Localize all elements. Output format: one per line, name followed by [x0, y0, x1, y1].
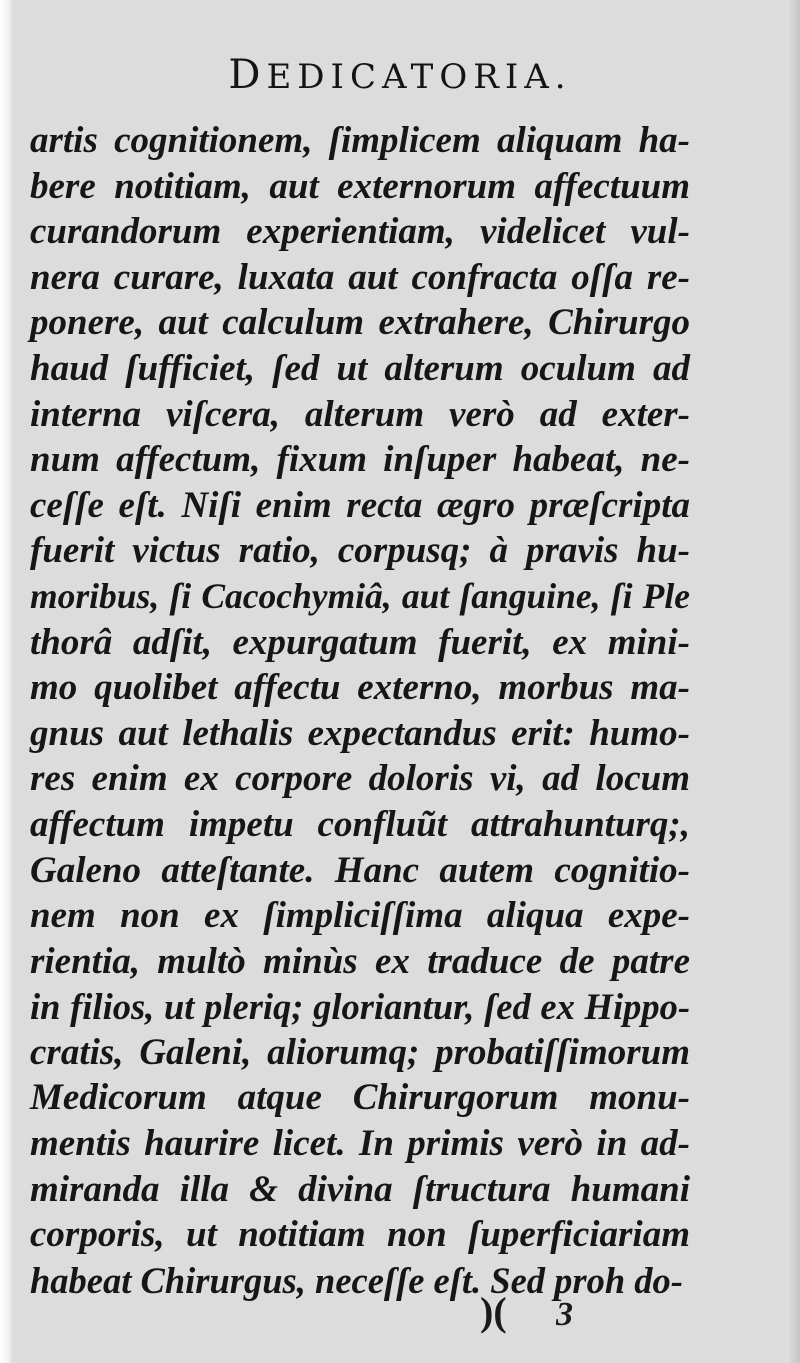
text-line: cratis, Galeni, aliorumq; probatiſſimorum: [30, 1031, 690, 1073]
text-line: artis cognitionem, ſimplicem aliquam ha-: [30, 120, 690, 161]
text-line: miranda illa & divina ſtructura humani: [30, 1168, 690, 1210]
text-line: habeat Chirurgus, neceſſe eſt. Sed proh do-: [30, 1259, 683, 1301]
text-line: rientia, multò minùs ex traduce de patre: [30, 940, 690, 982]
text-line: nera curare, luxata aut confracta oſſa re-: [30, 256, 690, 298]
text-line: ceſſe eſt. Niſi enim recta ægro præſcripta: [30, 484, 690, 526]
signature-mark: )(: [480, 1289, 507, 1334]
text-line: thorâ adſit, expurgatum fuerit, ex mini-: [30, 621, 690, 663]
body-text: [30, 118, 690, 1303]
text-line: mentis haurire licet. In primis verò in ad-: [30, 1123, 690, 1165]
text-line: interna viſcera, alterum verò ad exter-: [30, 393, 690, 435]
text-line: fuerit victus ratio, corpusq; à pravis hu-: [30, 530, 690, 572]
text-line: bere notitiam, aut externorum affectuum: [30, 165, 690, 207]
text-line: ponere, aut calculum extrahere, Chirurgo: [30, 302, 690, 344]
header-initial: D: [228, 52, 267, 98]
text-line: mo quolibet affectu externo, morbus ma-: [30, 667, 690, 709]
text-line: curandorum experientiam, videlicet vul-: [30, 211, 690, 253]
running-header: [0, 52, 800, 98]
text-line: nem non ex ſimpliciſſima aliqua expe-: [30, 895, 690, 937]
text-line: moribus, ſi Cacochymiâ, aut ſanguine, ſi Ple: [30, 575, 690, 616]
folio-number: 3: [556, 1296, 573, 1333]
text-line: corporis, ut notitiam non ſuperficiariam: [30, 1214, 690, 1256]
text-line: res enim ex corpore doloris vi, ad locum: [30, 758, 690, 800]
text-line: Galeno atteſtante. Hanc autem cognitio-: [30, 849, 690, 891]
header-rest: EDICATORIA.: [266, 57, 572, 97]
page-edge: [790, 0, 800, 1363]
text-line: gnus aut lethalis expectandus erit: humo-: [30, 712, 690, 754]
text-line: num affectum, fixum inſuper habeat, ne-: [30, 439, 690, 481]
text-line: Medicorum atque Chirurgorum monu-: [30, 1077, 690, 1119]
text-line: in filios, ut pleriq; gloriantur, ſed ex Hippo-: [30, 986, 690, 1028]
text-line: haud ſufficiet, ſed ut alterum oculum ad: [30, 347, 690, 389]
text-line: affectum impetu confluũt attrahunturq;,: [30, 803, 690, 845]
page-gutter: [0, 0, 14, 1363]
